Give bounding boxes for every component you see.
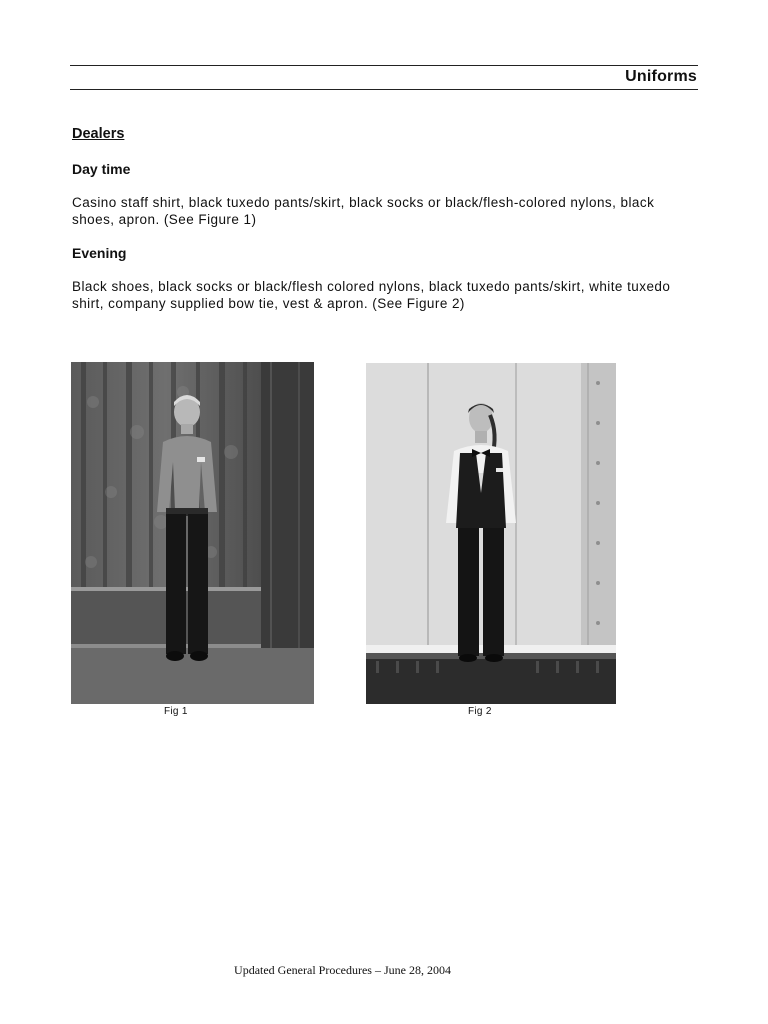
page-footer: Updated General Procedures – June 28, 2004 bbox=[234, 963, 451, 977]
figure-1-caption: Fig 1 bbox=[164, 706, 188, 717]
evening-description: Black shoes, black socks or black/flesh colored nylons, black tuxedo pants/skirt, white tuxedo shirt, company supplied bow tie, vest & apron. (See Figure 2) bbox=[72, 279, 671, 311]
section-title: Uniforms bbox=[625, 68, 697, 85]
figure-1-photo bbox=[71, 362, 314, 704]
evening-heading: Evening bbox=[72, 245, 127, 261]
daytime-description: Casino staff shirt, black tuxedo pants/skirt, black socks or black/flesh-colored nylons, black shoes, apron. (See Figure 1) bbox=[72, 195, 655, 227]
dealers-heading: Dealers bbox=[72, 126, 125, 142]
figure-2-caption: Fig 2 bbox=[468, 706, 492, 717]
figure-2-photo bbox=[366, 363, 616, 704]
figure-1-illustration bbox=[71, 362, 314, 704]
header-rule-top bbox=[70, 65, 698, 66]
daytime-heading: Day time bbox=[72, 161, 131, 177]
figure-2-illustration bbox=[366, 363, 616, 704]
header-rule-bottom bbox=[70, 89, 698, 90]
